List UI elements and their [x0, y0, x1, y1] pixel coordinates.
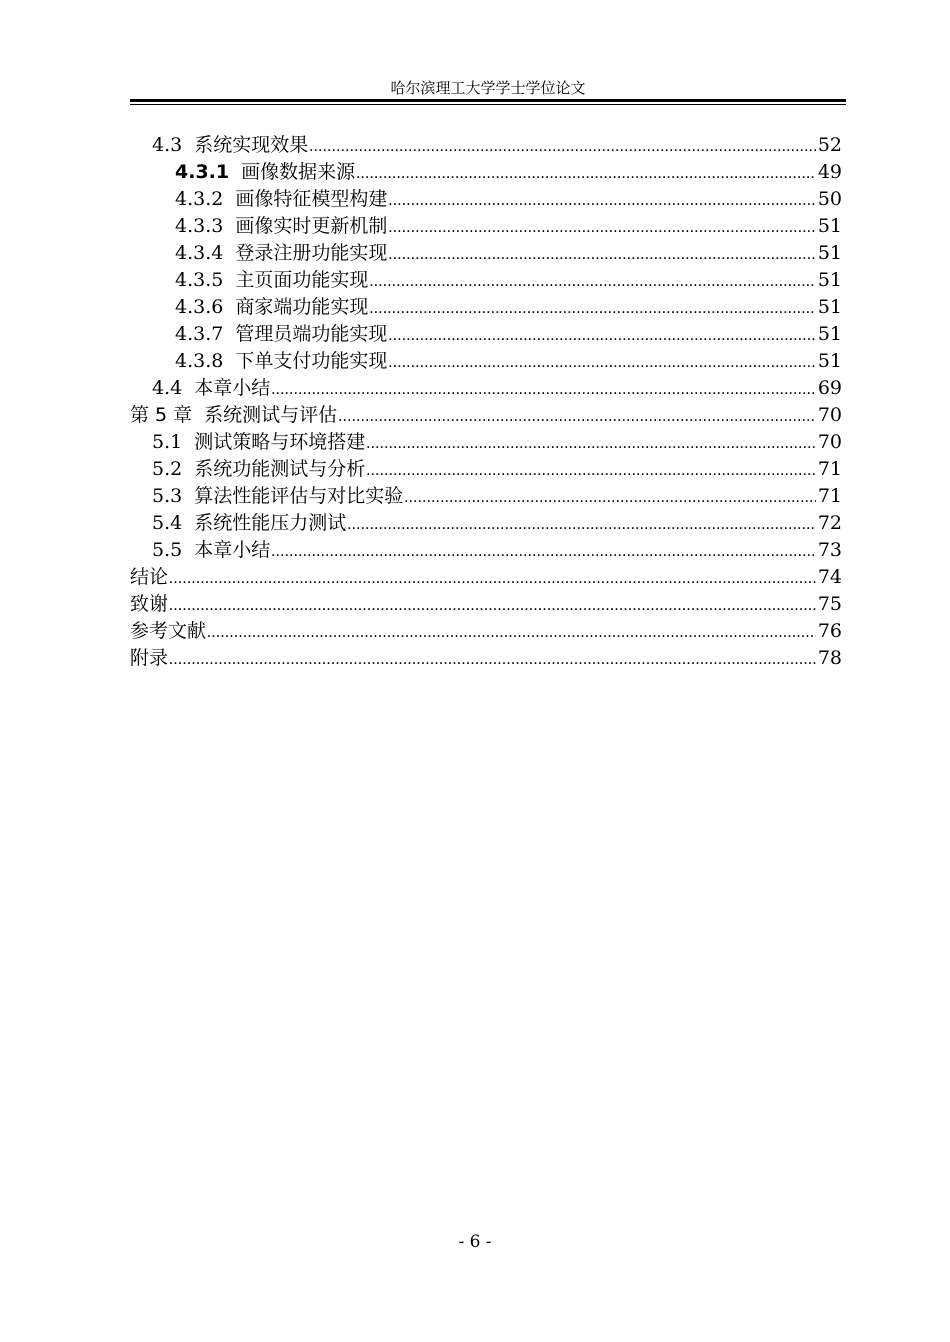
- toc-entry[interactable]: [130, 186, 842, 213]
- toc-dot-leader: [207, 619, 816, 646]
- toc-dot-leader: [169, 646, 816, 673]
- toc-entry-page: 51: [817, 323, 842, 345]
- toc-entry[interactable]: [130, 618, 842, 645]
- toc-entry-label: 测试策略与环境搭建: [194, 431, 366, 453]
- toc-dot-leader: [369, 295, 815, 322]
- toc-entry-number: 4.3.3: [175, 215, 224, 237]
- toc-dot-leader: [404, 484, 816, 511]
- toc-entry-page: 51: [817, 242, 842, 264]
- toc-entry-label: 主页面功能实现: [235, 269, 369, 291]
- toc-entry-label: 画像特征模型构建: [235, 188, 388, 210]
- toc-entry[interactable]: [130, 348, 842, 375]
- toc-entry-number: 4.3.8: [175, 350, 224, 372]
- toc-entry[interactable]: [130, 240, 842, 267]
- toc-entry-number: 5.2: [152, 458, 183, 480]
- toc-entry-page: 49: [817, 161, 842, 183]
- toc-dot-leader: [338, 403, 816, 430]
- toc-entry[interactable]: [130, 510, 842, 537]
- toc-entry[interactable]: [130, 132, 842, 159]
- toc-entry-page: 51: [817, 350, 842, 372]
- toc-entry-page: 69: [817, 377, 842, 399]
- toc-entry-page: 51: [817, 269, 842, 291]
- toc-entry-label: 登录注册功能实现: [235, 242, 388, 264]
- toc-entry-label: 结论: [130, 566, 169, 588]
- toc-dot-leader: [388, 349, 815, 376]
- toc-entry-label: 参考文献: [130, 620, 207, 642]
- toc-entry[interactable]: [130, 402, 842, 429]
- toc-entry-page: 76: [817, 620, 842, 642]
- toc-entry-label: 本章小结: [194, 539, 271, 561]
- toc-entry[interactable]: [130, 213, 842, 240]
- toc-entry-number: 4.3.4: [175, 242, 224, 264]
- toc-entry[interactable]: [130, 429, 842, 456]
- toc-dot-leader: [388, 322, 815, 349]
- toc-entry-label: 下单支付功能实现: [235, 350, 388, 372]
- toc-dot-leader: [347, 511, 816, 538]
- header-rule-thick: [130, 99, 846, 102]
- toc-entry-label: 系统性能压力测试: [194, 512, 347, 534]
- toc-entry[interactable]: [130, 591, 842, 618]
- toc-entry-label: 管理员端功能实现: [235, 323, 388, 345]
- toc-entry-number: 4.3: [152, 134, 183, 156]
- toc-entry-page: 73: [817, 539, 842, 561]
- toc-entry[interactable]: [130, 645, 842, 672]
- toc-entry-page: 71: [817, 485, 842, 507]
- toc-entry-number: 4.4: [152, 377, 183, 399]
- toc-entry-label: 附录: [130, 647, 169, 669]
- toc-entry-page: 74: [817, 566, 842, 588]
- toc-entry-label: 系统功能测试与分析: [194, 458, 366, 480]
- toc-dot-leader: [169, 592, 816, 619]
- toc-entry[interactable]: [130, 483, 842, 510]
- toc-entry[interactable]: [130, 321, 842, 348]
- toc-entry-number: 5.3: [152, 485, 183, 507]
- toc-entry-number: 4.3.2: [175, 188, 224, 210]
- table-of-contents: [130, 132, 842, 672]
- toc-entry-number: 4.3.1: [175, 161, 230, 183]
- toc-dot-leader: [169, 565, 816, 592]
- toc-dot-leader: [388, 214, 815, 241]
- toc-entry-page: 72: [817, 512, 842, 534]
- toc-entry-label: 商家端功能实现: [235, 296, 369, 318]
- toc-entry-page: 75: [817, 593, 842, 615]
- toc-entry-number: 5.4: [152, 512, 183, 534]
- toc-entry-label: 画像实时更新机制: [235, 215, 388, 237]
- toc-entry-number: 5.1: [152, 431, 183, 453]
- toc-entry-label: 系统测试与评估: [204, 404, 338, 426]
- toc-entry-page: 50: [817, 188, 842, 210]
- page-number: - 6 -: [458, 1232, 492, 1252]
- toc-entry[interactable]: [130, 267, 842, 294]
- toc-dot-leader: [366, 430, 816, 457]
- toc-entry[interactable]: [130, 456, 842, 483]
- toc-entry-label: 画像数据来源: [241, 161, 356, 183]
- toc-entry-number: 第 5 章: [130, 404, 193, 426]
- toc-entry-label: 系统实现效果: [194, 134, 309, 156]
- page-header-title: 哈尔滨理工大学学士学位论文: [390, 79, 586, 97]
- toc-dot-leader: [388, 241, 815, 268]
- toc-dot-leader: [309, 133, 816, 160]
- toc-dot-leader: [356, 160, 816, 187]
- toc-entry-page: 78: [817, 647, 842, 669]
- toc-entry-number: 4.3.6: [175, 296, 224, 318]
- toc-dot-leader: [271, 376, 816, 403]
- toc-entry-page: 70: [817, 404, 842, 426]
- header-rule-thin: [130, 104, 846, 105]
- toc-entry[interactable]: [130, 159, 842, 186]
- toc-entry-page: 51: [817, 215, 842, 237]
- toc-entry-label: 本章小结: [194, 377, 271, 399]
- toc-dot-leader: [366, 457, 816, 484]
- toc-entry[interactable]: [130, 375, 842, 402]
- toc-entry-page: 71: [817, 458, 842, 480]
- toc-dot-leader: [271, 538, 816, 565]
- toc-entry-page: 52: [817, 134, 842, 156]
- toc-entry-page: 51: [817, 296, 842, 318]
- toc-entry-number: 4.3.7: [175, 323, 224, 345]
- toc-entry[interactable]: [130, 564, 842, 591]
- toc-entry-page: 70: [817, 431, 842, 453]
- toc-entry-number: 4.3.5: [175, 269, 224, 291]
- toc-entry[interactable]: [130, 537, 842, 564]
- toc-entry[interactable]: [130, 294, 842, 321]
- toc-dot-leader: [388, 187, 815, 214]
- toc-entry-label: 算法性能评估与对比实验: [194, 485, 404, 507]
- toc-entry-number: 5.5: [152, 539, 183, 561]
- toc-dot-leader: [369, 268, 815, 295]
- toc-entry-label: 致谢: [130, 593, 169, 615]
